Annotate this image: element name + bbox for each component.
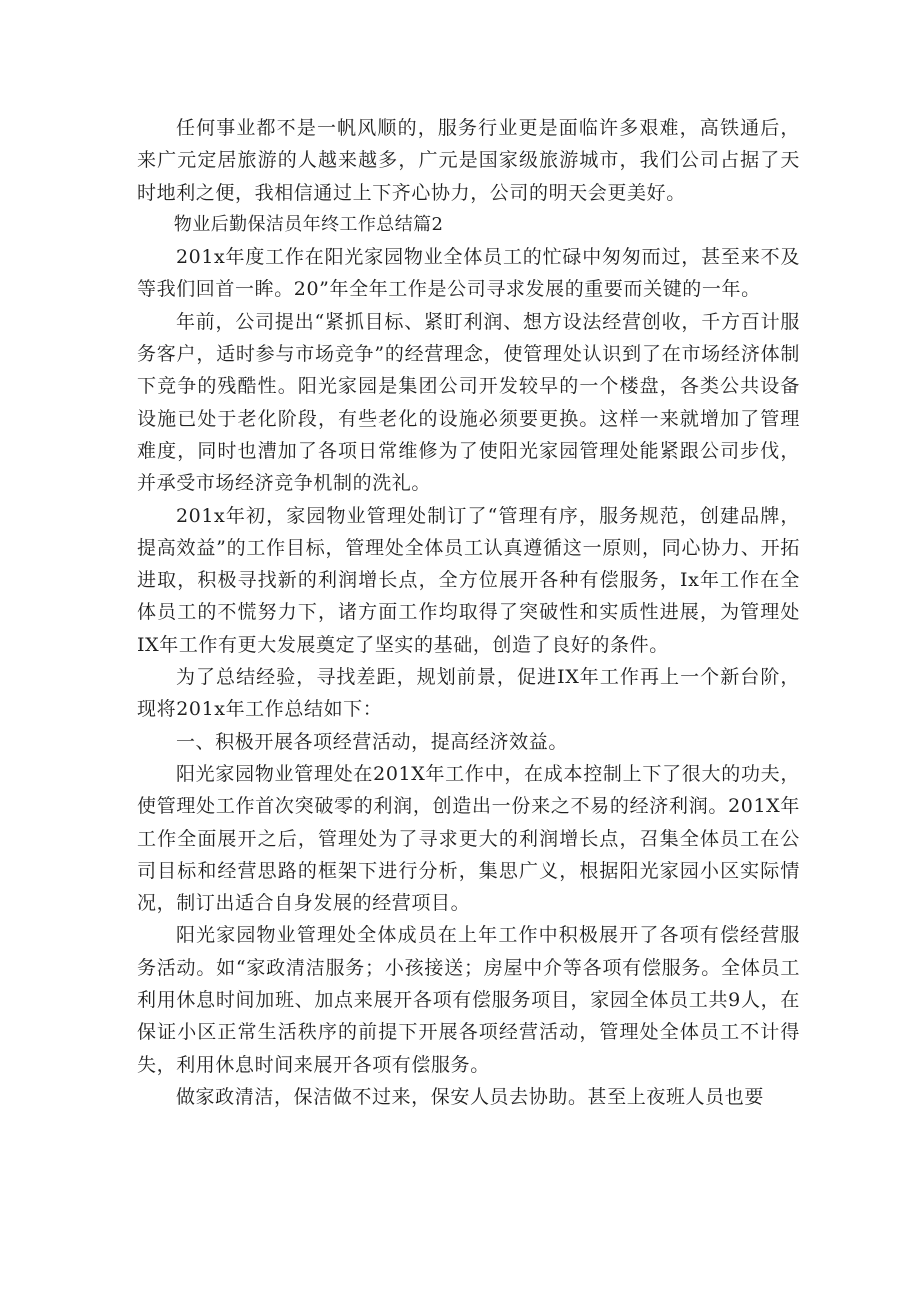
paragraph-paid-services: 阳光家园物业管理处全体成员在上年工作中积极展开了各项有偿经营服务活动。如“家政清洁服务；小孩接送；房屋中介等各项有偿服务。全体员工利用休息时间加班、加点来展开各项有偿服务项目，家园全体员工共9人，在保证小区正常生活秩序的前提下开展各项经营活动，管理处全体员工不计得失，利用休息时间来展开各项有偿服务。 (137, 924, 800, 1076)
document-body (137, 112, 800, 1113)
subheading-business-activities: 一、积极开展各项经营活动，提高经济效益。 (175, 730, 568, 753)
paragraph-year-intro: 201x年度工作在阳光家园物业全体员工的忙碌中匆匆而过，甚至来不及等我们回首一眸。20”年全年工作是公司寻求发展的重要而关键的一年。 (137, 246, 800, 301)
paragraph-business-philosophy: 年前，公司提出“紧抓目标、紧盯利润、想方设法经营创收，千方百计服务客户，适时参与市场竞争”的经营理念，使管理处认识到了在市场经济体制下竞争的残酷性。阳光家园是集团公司开发较早的一个楼盘，各类公共设备设施已处于老化阶段，有些老化的设施必须要更换。这样一来就增加了管理难度，同时也漕加了各项日常维修为了使阳光家园管理处能紧跟公司步伐，并承受市场经济竞争机制的洗礼。 (137, 310, 800, 495)
paragraph-cleaning-assistance: 做家政清洁，保洁做不过来，保安人员去协助。甚至上夜班人员也要 (175, 1085, 764, 1108)
section-title: 物业后勤保洁员年终工作总结篇2 (173, 213, 444, 235)
paragraph-closing-remarks: 任何事业都不是一帆风顺的，服务行业更是面临许多艰难，高铁通后，来广元定居旅游的人越来越多，广元是国家级旅游城市，我们公司占据了天时地利之便，我相信通过上下齐心协力，公司的明天会更美好。 (137, 117, 800, 204)
paragraph-summary-intro: 为了总结经验，寻找差距，规划前景，促进IX年工作再上一个新台阶，现将201x年工作总结如下： (137, 666, 800, 721)
paragraph-cost-control: 阳光家园物业管理处在201X年工作中，在成本控制上下了很大的功夫，使管理处工作首次突破零的利润，创造出一份来之不易的经济利润。201X年工作全面展开之后，管理处为了寻求更大的利润增长点，召集全体员工在公司目标和经营思路的框架下进行分析，集思广义，根据阳光家园小区实际情况，制订出适合自身发展的经营项目。 (137, 762, 800, 915)
paragraph-work-goals: 201x年初，家园物业管理处制订了“管理有序，服务规范，创建品牌，提高效益”的工作目标，管理处全体员工认真遵循这一原则，同心协力、开拓进取，积极寻找新的利润增长点，全方位展开各种有偿服务，Ix年工作在全体员工的不慌努力下，诸方面工作均取得了突破性和实质性进展，为管理处IX年工作有更大发展奠定了坚实的基础，创造了良好的条件。 (137, 504, 800, 656)
